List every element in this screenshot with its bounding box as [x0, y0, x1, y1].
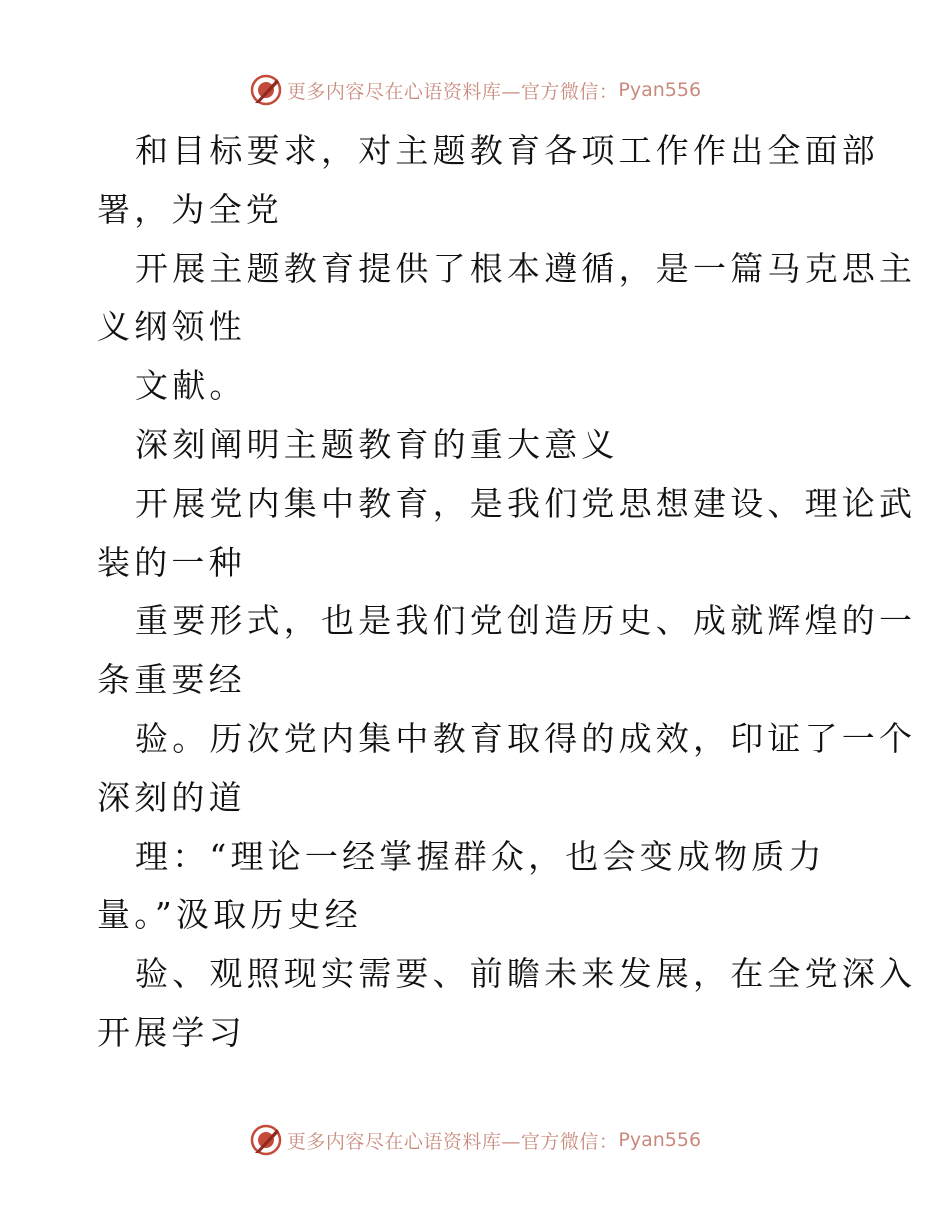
body-line: 深刻的道	[97, 777, 246, 817]
body-line: 文献。	[135, 366, 247, 406]
body-line: 开展学习	[97, 1012, 246, 1052]
body-line: 条重要经	[97, 660, 246, 700]
body-line: 署，为全党	[97, 189, 283, 229]
footer-wechat-id: Pyan556	[618, 1129, 702, 1151]
body-line: 开展主题教育提供了根本遵循，是一篇马克思主	[135, 248, 917, 288]
header-wechat-id: Pyan556	[618, 79, 702, 101]
body-line: 和目标要求，对主题教育各项工作作出全面部	[135, 131, 879, 170]
section-heading: 深刻阐明主题教育的重大意义	[135, 424, 619, 464]
header-text: 更多内容尽在心语资料库—官方微信：	[286, 80, 619, 103]
document-body	[97, 122, 917, 1063]
body-line: 开展党内集中教育，是我们党思想建设、理论武	[135, 483, 917, 523]
body-line: 量。”汲取历史经	[97, 895, 362, 935]
header-banner	[0, 70, 950, 110]
body-line: 验。历次党内集中教育取得的成效，印证了一个	[135, 718, 917, 758]
body-line: 装的一种	[97, 542, 246, 582]
body-line: 重要形式，也是我们党创造历史、成就辉煌的一	[135, 601, 917, 641]
body-line: 义纲领性	[97, 307, 246, 347]
quill-pen-logo-icon	[249, 1123, 283, 1157]
footer-text: 更多内容尽在心语资料库—官方微信：	[286, 1130, 619, 1153]
quill-pen-logo-icon	[249, 73, 283, 107]
body-line: 验、观照现实需要、前瞻未来发展，在全党深入	[135, 954, 917, 994]
footer-banner	[0, 1120, 950, 1160]
body-line: 理：“理论一经掌握群众，也会变成物质力	[135, 836, 826, 876]
